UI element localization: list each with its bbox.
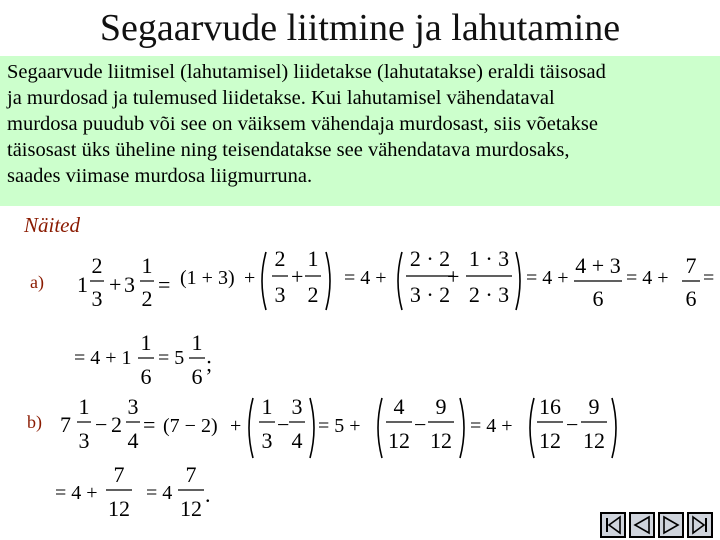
fraction-numerator: 1 (261, 394, 273, 419)
rule-line: ja murdosad ja tulemused liidetakse. Kui lahutamisel vähendataval (7, 87, 555, 109)
fraction-numerator: 3 (291, 394, 303, 419)
fraction-denominator: 3 (78, 428, 90, 453)
fraction-denominator: 12 (180, 496, 202, 521)
fraction-numerator: 1 (78, 394, 90, 419)
example-a-row2 (74, 330, 212, 389)
fraction-denominator: 6 (191, 364, 203, 389)
fraction-denominator: 3 (91, 286, 103, 311)
equals-term: = 4 (146, 482, 173, 504)
equals-term: = 4 + (55, 482, 98, 504)
fraction-numerator: 2 (91, 253, 103, 278)
punctuation: . (205, 482, 211, 507)
equals-term: = 4 + (470, 415, 513, 437)
fraction-numerator: 7 (113, 462, 125, 487)
fraction-numerator: 4 (393, 394, 405, 419)
fraction-denominator: 3 (261, 428, 273, 453)
fraction-numerator: 7 (185, 462, 197, 487)
equals-sign: = (703, 267, 715, 289)
first-slide-button[interactable] (600, 512, 626, 538)
next-slide-button[interactable] (658, 512, 684, 538)
last-slide-button[interactable] (687, 512, 713, 538)
previous-slide-button[interactable] (629, 512, 655, 538)
previous-slide-icon (631, 514, 653, 536)
mixed-whole: 3 (124, 272, 135, 297)
plus-sign: + (447, 264, 460, 289)
equals-term: = 4 + (526, 267, 569, 289)
rule-line: täisosast üks üheline ning teisendatakse see vähendatava murdosaks, (7, 139, 570, 161)
fraction-denominator: 2 · 3 (468, 282, 510, 307)
equals-sign: = (143, 412, 156, 437)
equals-term: = 4 + (344, 267, 387, 289)
fraction-denominator: 6 (140, 364, 152, 389)
fraction-denominator: 2 (141, 286, 153, 311)
example-b-row1 (60, 394, 616, 458)
minus-sign: − (566, 412, 579, 437)
first-slide-icon (602, 514, 624, 536)
equals-term: = 4 + (626, 267, 669, 289)
equals-term: = 5 (158, 347, 185, 369)
fraction-denominator: 4 (127, 428, 139, 453)
examples-label: Näited (24, 213, 80, 237)
fraction-denominator: 12 (108, 496, 130, 521)
minus-sign: − (277, 412, 290, 437)
rule-line: Segaarvude liitmisel (lahutamisel) liidetakse (lahutatakse) eraldi täisosad (7, 61, 606, 83)
fraction-numerator: 1 (191, 330, 203, 355)
fraction-numerator: 1 (141, 253, 153, 278)
fraction-denominator: 2 (307, 282, 319, 307)
next-slide-icon (660, 514, 682, 536)
mixed-whole: 7 (60, 412, 71, 437)
fraction-numerator: 9 (435, 394, 447, 419)
fraction-denominator: 3 (274, 282, 286, 307)
grouped-wholes: (1 + 3) (180, 267, 235, 289)
fraction-numerator: 1 (307, 246, 319, 271)
fraction-numerator: 1 (140, 330, 152, 355)
fraction-numerator: 16 (539, 394, 561, 419)
example-a-row1 (77, 246, 714, 311)
equals-sign: = (158, 272, 171, 297)
fraction-numerator: 9 (588, 394, 600, 419)
rule-line: saades viimase murdosa liigmurruna. (7, 165, 313, 187)
punctuation: ; (206, 351, 213, 376)
plus-sign: + (109, 272, 122, 297)
fraction-denominator: 4 (291, 428, 303, 453)
fraction-denominator: 12 (539, 428, 561, 453)
fraction-numerator: 3 (127, 394, 139, 419)
fraction-denominator: 12 (388, 428, 410, 453)
example-b-label: b) (27, 412, 42, 432)
minus-sign: − (414, 412, 427, 437)
fraction-denominator: 6 (685, 286, 697, 311)
fraction-denominator: 12 (583, 428, 605, 453)
example-a-label: a) (30, 272, 44, 292)
fraction-denominator: 12 (430, 428, 452, 453)
fraction-numerator: 2 · 2 (409, 246, 451, 271)
plus-sign: + (291, 264, 304, 289)
minus-sign: − (95, 412, 108, 437)
fraction-denominator: 6 (592, 286, 604, 311)
example-b-row2 (55, 462, 211, 521)
equals-term: = 5 + (318, 415, 361, 437)
slide-title: Segaarvude liitmine ja lahutamine (99, 7, 621, 49)
plus-sign: + (230, 415, 242, 437)
fraction-numerator: 1 · 3 (468, 246, 510, 271)
last-slide-icon (689, 514, 711, 536)
grouped-wholes: (7 − 2) (163, 415, 218, 437)
fraction-numerator: 4 + 3 (575, 253, 621, 278)
fraction-numerator: 2 (274, 246, 286, 271)
plus-sign: + (244, 267, 256, 289)
mixed-whole: 2 (111, 412, 122, 437)
fraction-denominator: 3 · 2 (409, 282, 451, 307)
fraction-numerator: 7 (685, 253, 697, 278)
rule-line: murdosa puudub või see on väiksem vähendaja murdosast, siis võetakse (7, 113, 598, 135)
mixed-whole: 1 (77, 272, 88, 297)
equals-term: = 4 + 1 (74, 347, 132, 369)
